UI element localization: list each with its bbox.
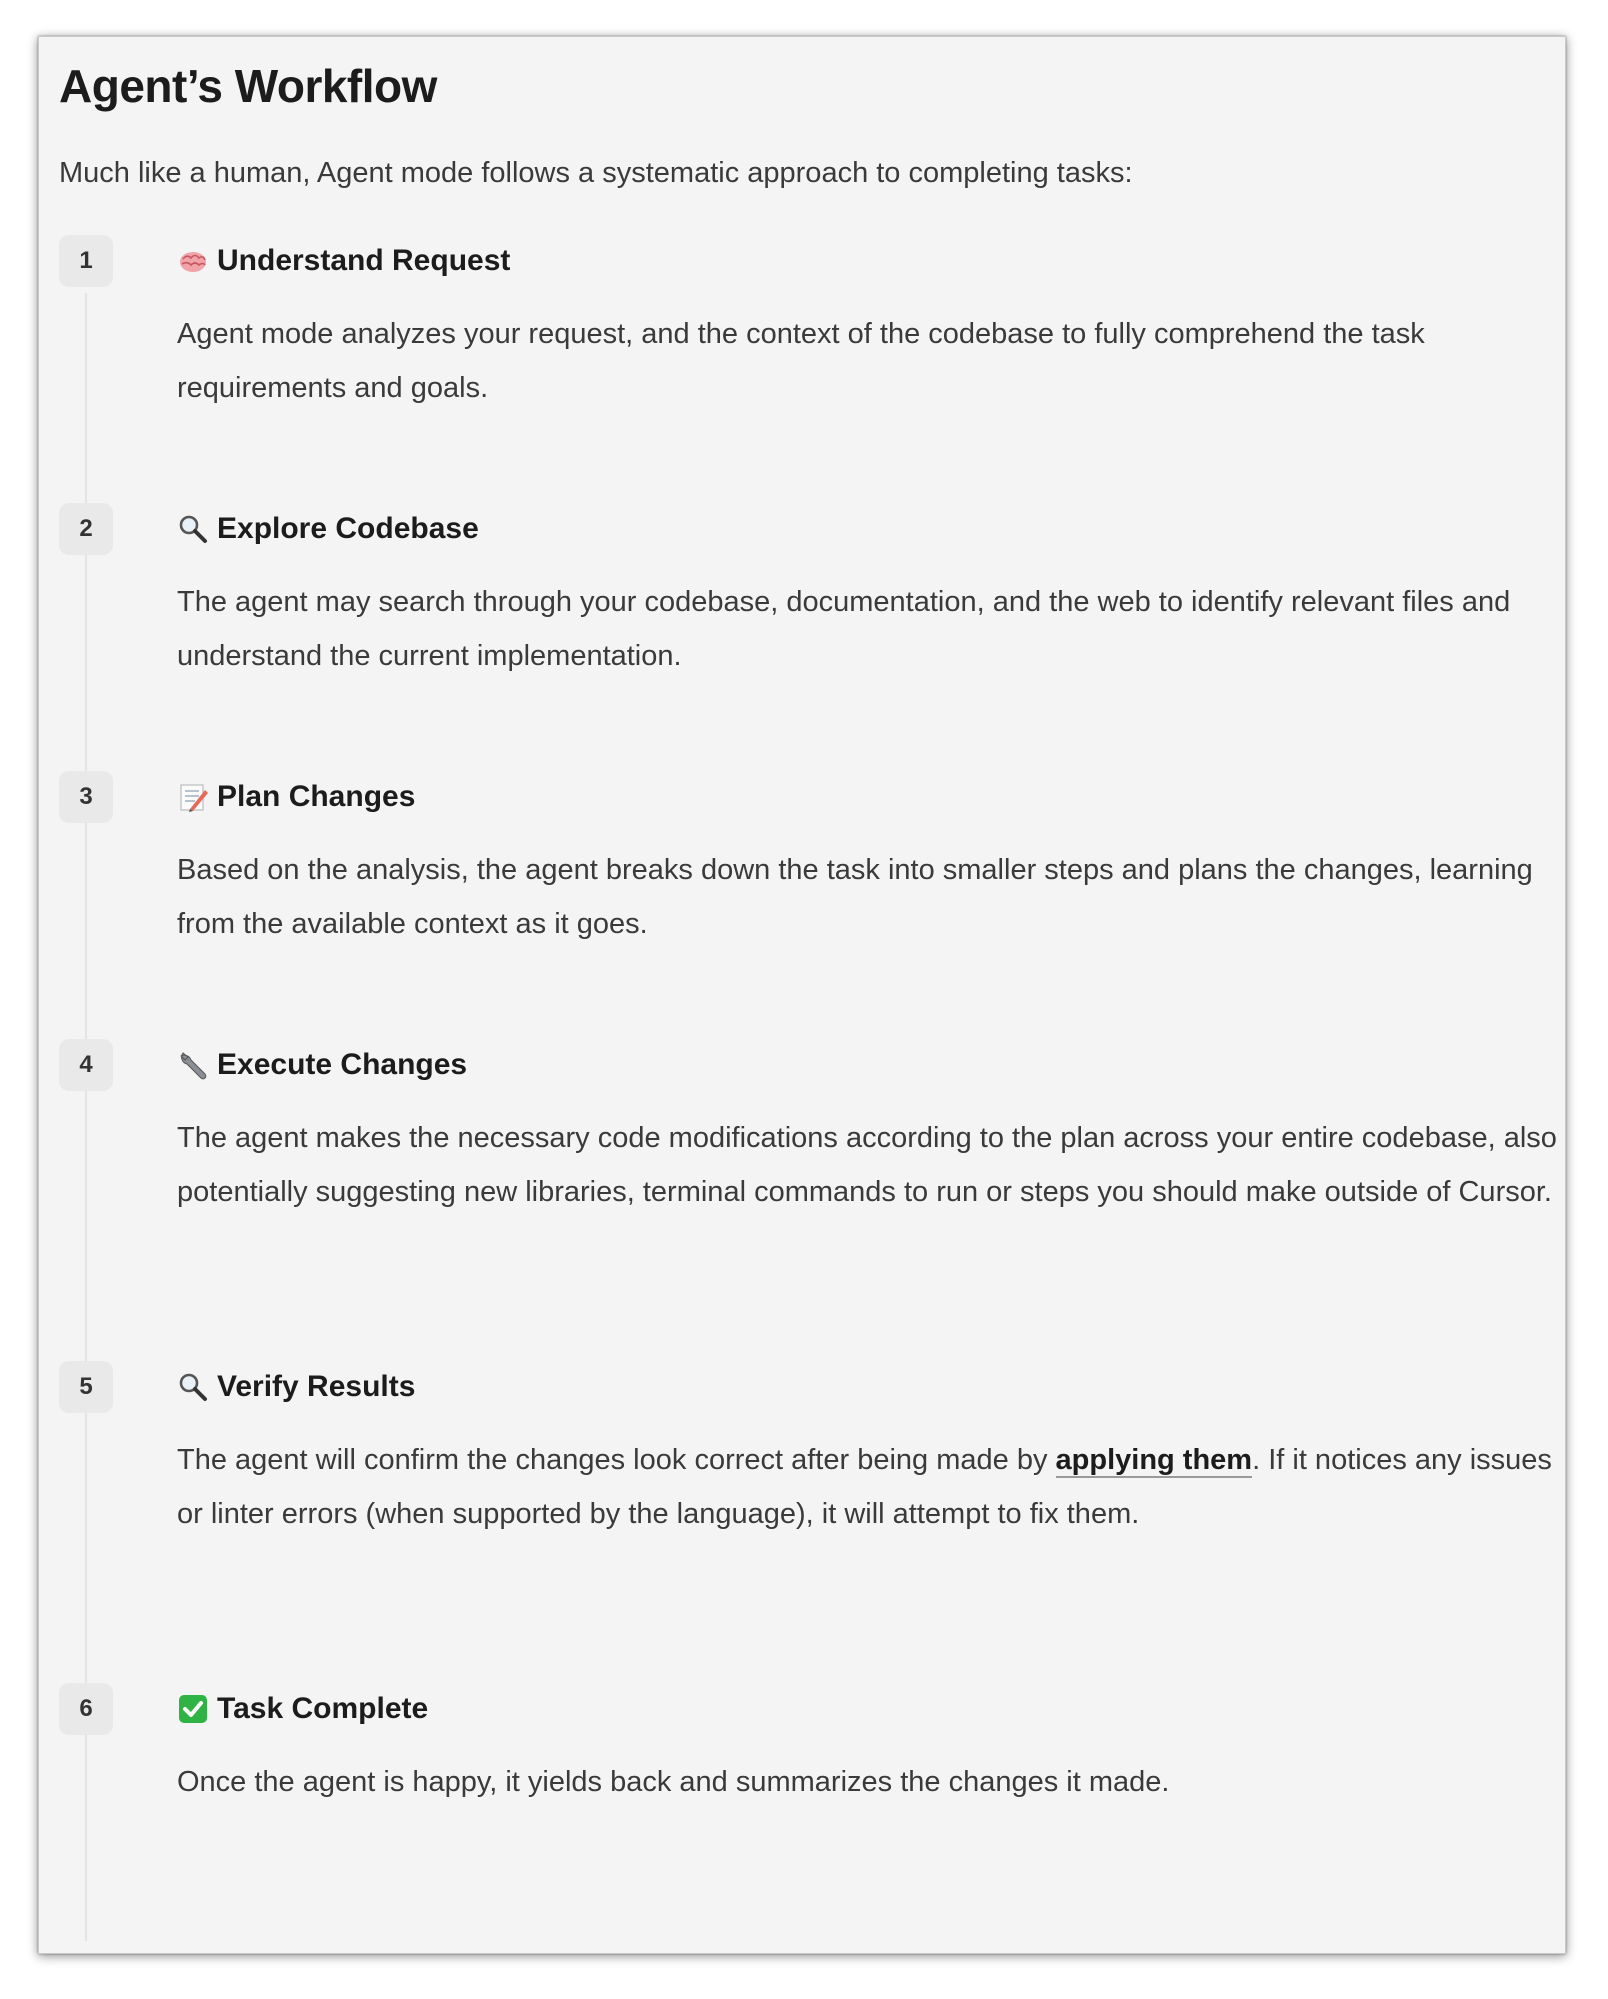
brain-icon [177, 245, 209, 277]
step-number-badge: 5 [59, 1361, 113, 1413]
magnifier-icon [177, 1371, 209, 1403]
step-description: Based on the analysis, the agent breaks down the task into smaller steps and plans the changes, learning from the available context as it goes. [177, 854, 1533, 940]
step-title-text: Explore Codebase [217, 512, 479, 545]
wrench-icon [177, 1049, 209, 1081]
step-title [177, 777, 415, 817]
step-number-badge: 1 [59, 235, 113, 287]
step-title [177, 1367, 415, 1407]
step-title [177, 509, 479, 549]
intro-text: Much like a human, Agent mode follows a systematic approach to completing tasks: [59, 157, 1133, 189]
step-title-text: Task Complete [217, 1692, 429, 1725]
magnifier-icon [177, 513, 209, 545]
step-number-badge: 3 [59, 771, 113, 823]
step-description-text: . If it notices any issues or linter errors (when supported by the language), it will attempt to fix them. [177, 1444, 1552, 1530]
step-description: The agent may search through your codebase, documentation, and the web to identify relevant files and understand the current implementation. [177, 586, 1511, 672]
step-description-text: The agent will confirm the changes look correct after being made by [177, 1444, 1056, 1476]
step-title [177, 241, 510, 281]
step-number-badge: 6 [59, 1683, 113, 1735]
step-title-text: Execute Changes [217, 1048, 468, 1081]
step-title [177, 1689, 428, 1729]
step-number-badge: 2 [59, 503, 113, 555]
workflow-card [38, 36, 1566, 1954]
applying-them-link[interactable]: applying them [1055, 1444, 1253, 1476]
memo-icon [177, 781, 209, 813]
step-number-badge: 4 [59, 1039, 113, 1091]
step-title-text: Plan Changes [217, 780, 416, 813]
step-description: The agent makes the necessary code modifications according to the plan across your entire codebase, also potentially suggesting new libraries, terminal commands to run or steps you should make outside of Cursor. [177, 1122, 1557, 1208]
step-description: Once the agent is happy, it yields back and summarizes the changes it made. [177, 1766, 1170, 1798]
check-mark-icon [177, 1693, 209, 1725]
step-title [177, 1045, 467, 1085]
step-title-text: Understand Request [217, 244, 511, 277]
step-title-text: Verify Results [217, 1370, 416, 1403]
page-title: Agent’s Workflow [59, 60, 437, 112]
step-description: Agent mode analyzes your request, and the context of the codebase to fully comprehend the task requirements and goals. [177, 318, 1425, 404]
step-connector [85, 1741, 87, 1941]
step-description [177, 1433, 1557, 1541]
